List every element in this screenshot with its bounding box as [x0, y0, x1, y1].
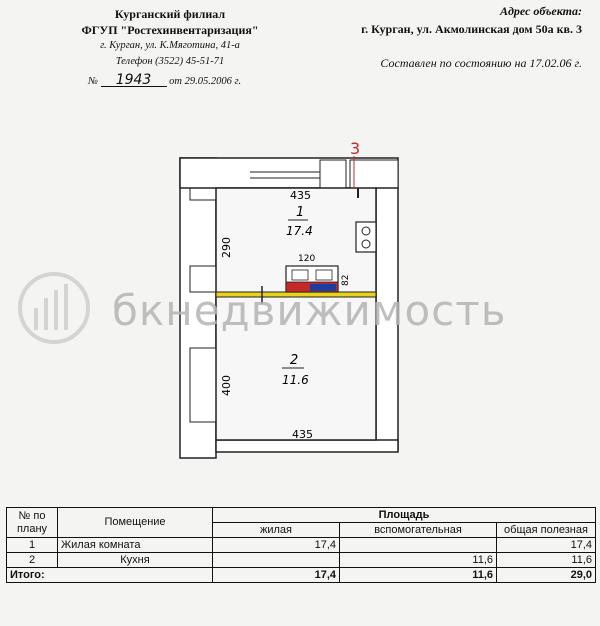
- issuer-block: [40, 6, 300, 70]
- apartment-mark: 3: [350, 139, 361, 158]
- header-plan-number: № по плану: [7, 508, 58, 538]
- row-plan-number: 2: [7, 553, 58, 568]
- registration-line: [88, 74, 241, 87]
- dim-room2-height: 290: [220, 237, 233, 258]
- number-sign: №: [88, 76, 98, 87]
- room-1-area: 11.6: [282, 373, 309, 387]
- totals-auxiliary: 11,6: [340, 568, 497, 583]
- dim-bottom-width: 435: [292, 428, 313, 441]
- row-total-area: 17,4: [497, 538, 596, 553]
- object-address-label: Адрес объекта:: [499, 4, 582, 18]
- table-row: [7, 538, 596, 553]
- top-wall-segment: [320, 160, 346, 188]
- header-living: жилая: [213, 523, 340, 538]
- top-wall-segment: [350, 160, 398, 188]
- dim-room1-height: 400: [220, 375, 233, 396]
- row-room-name: Кухня: [58, 553, 213, 568]
- object-address: г. Курган, ул. Акмолинская дом 50а кв. 3: [361, 22, 582, 36]
- row-living-area: [213, 553, 340, 568]
- totals-label: Итого:: [7, 568, 213, 583]
- bottom-wall: [216, 440, 398, 452]
- branch-name: Курганский филиал: [114, 7, 226, 21]
- room-2-number: 1: [296, 205, 305, 220]
- dim-stove-depth: 82: [341, 274, 351, 286]
- row-auxiliary-area: 11,6: [340, 553, 497, 568]
- area-table: [6, 507, 596, 583]
- row-total-area: 11,6: [497, 553, 596, 568]
- left-wall-segment: [190, 348, 216, 422]
- table-row: [7, 553, 596, 568]
- totals-living: 17,4: [213, 568, 340, 583]
- totals-total: 29,0: [497, 568, 596, 583]
- object-block: [361, 2, 582, 72]
- header-area: Площадь: [213, 508, 596, 523]
- dim-top-width: 435: [290, 189, 311, 202]
- issuer-phone: Телефон (3522) 45-51-71: [115, 56, 225, 67]
- state-date: Составлен по состоянию на 17.02.06 г.: [380, 56, 582, 70]
- room-2-area: 17.4: [286, 224, 313, 238]
- totals-row: [7, 568, 596, 583]
- header-room: Помещение: [58, 508, 213, 538]
- header-total: общая полезная: [497, 523, 596, 538]
- registration-number: 1943: [101, 74, 167, 87]
- watermark-text: бкнедвижимость: [112, 286, 507, 335]
- registration-date: от 29.05.2006 г.: [169, 76, 242, 87]
- row-living-area: 17,4: [213, 538, 340, 553]
- row-room-name: Жилая комната: [58, 538, 213, 553]
- dim-stove-width: 120: [298, 254, 316, 264]
- row-plan-number: 1: [7, 538, 58, 553]
- issuer-address: г. Курган, ул. К.Мяготина, 41-а: [100, 40, 240, 51]
- row-auxiliary-area: [340, 538, 497, 553]
- room-1-number: 2: [290, 353, 299, 368]
- organization-name: ФГУП "Ростехинвентаризация": [81, 23, 259, 37]
- header-auxiliary: вспомогательная: [340, 523, 497, 538]
